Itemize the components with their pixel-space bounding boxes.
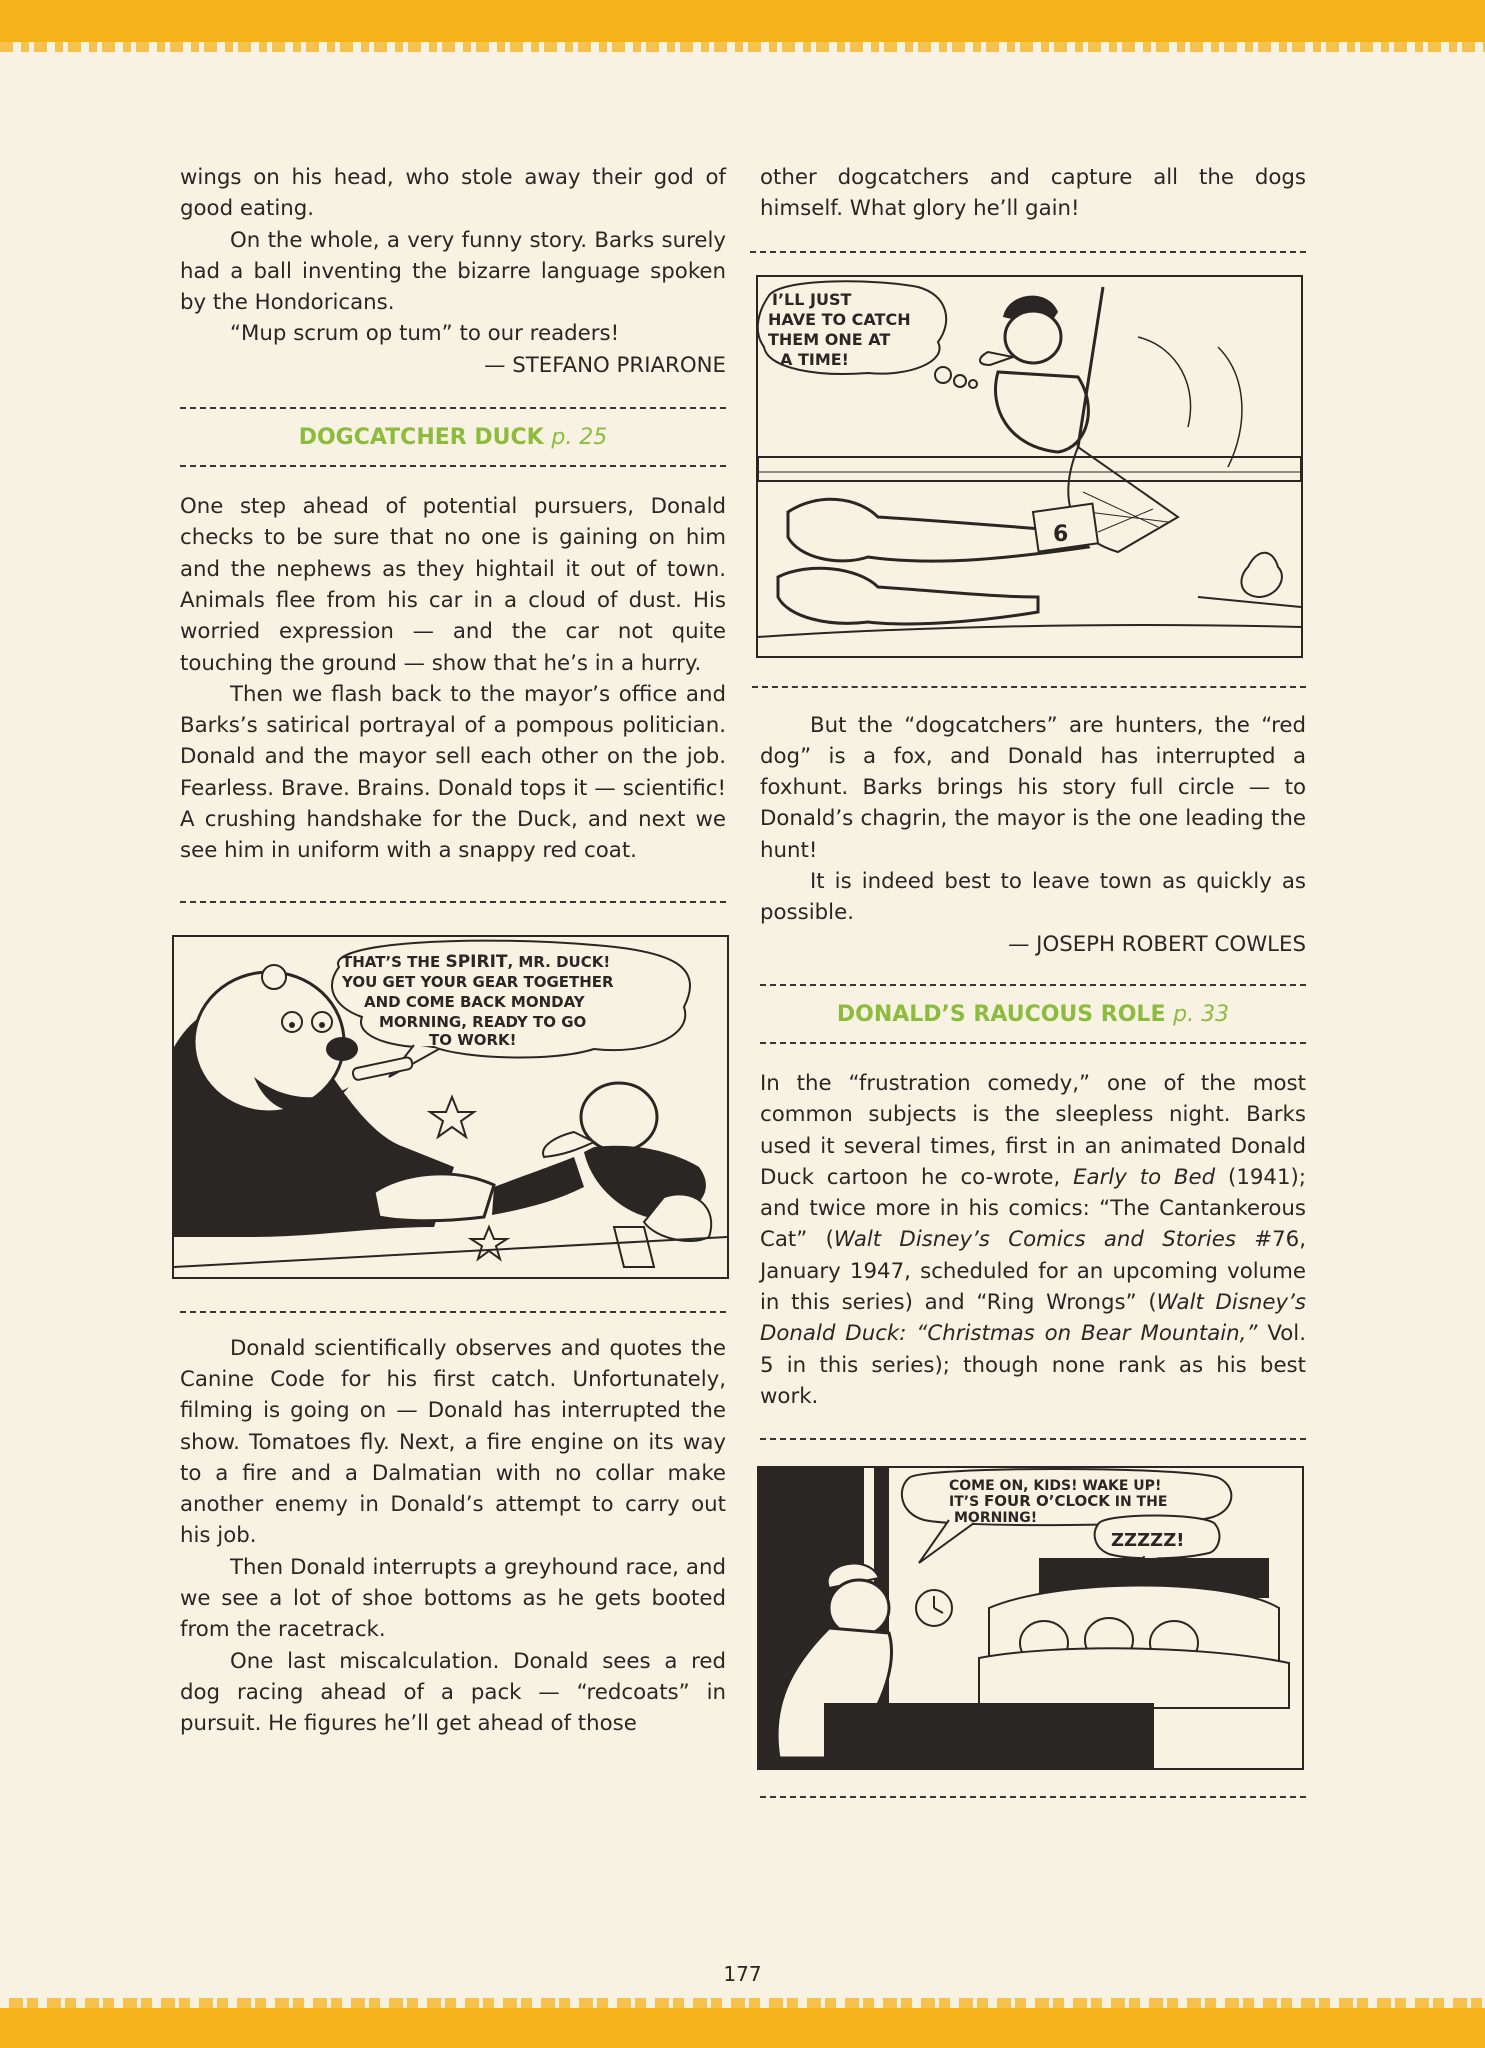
right-column: [760, 162, 1306, 1798]
signature-priarone: — STEFANO PRIARONE: [484, 352, 726, 378]
speech-line: AND COME BACK MONDAY: [364, 992, 585, 1011]
body-paragraph: It is indeed best to leave town as quickly as possible.: [760, 869, 1306, 926]
dashed-divider: [750, 251, 1306, 253]
intro-paragraph-3: “Mup scrum op tum” to our readers!: [230, 321, 620, 347]
thought-line: I’LL JUST: [772, 289, 852, 309]
body-paragraph: One step ahead of potential pursuers, Donald checks to be sure that no one is gaining on him and the nephews as they hightail it out of town. Animals flee from his car in a cloud of dust. His worried expression — and the car not quite touching the ground — show that he’s in a hurry.: [180, 494, 726, 676]
section-heading-dogcatcher: [180, 423, 726, 453]
section-page-ref: p. 33: [1173, 1001, 1230, 1027]
section-page-ref: p. 25: [551, 425, 608, 451]
body-paragraph: Then we flash back to the mayor’s office and Barks’s satirical portrayal of a pompous politician. Donald and the mayor sell each other on the job. Fearless. Brave. Brains. Donald tops it — scientific! A crushing handshake for the Duck, and next we see him in uniform with a snappy red coat.: [180, 681, 726, 864]
dashed-divider: [180, 407, 726, 409]
bedroom-illustration: [759, 1468, 1302, 1768]
thought-line: A TIME!: [780, 349, 849, 369]
thought-line: THEM ONE AT: [768, 329, 891, 349]
speech-line: IT’S FOUR O’CLOCK IN THE: [949, 1492, 1168, 1511]
top-color-band: [0, 0, 1485, 42]
body-paragraph: But the “dogcatchers” are hunters, the “red dog” is a fox, and Donald has interrupted a foxhunt. Barks brings his story full circle — to Donald’s chagrin, the mayor is the one leading the hunt!: [760, 712, 1306, 863]
bottom-color-band: [0, 2008, 1485, 2048]
body-paragraph: One last miscalculation. Donald sees a red dog racing ahead of a pack — “redcoats” in pursuit. He figures he’ll get ahead of those: [180, 1648, 726, 1737]
speech-line: TO WORK!: [429, 1030, 517, 1049]
section-heading-raucous: [760, 1000, 1306, 1030]
page-number: 177: [723, 1962, 762, 1986]
speech-line: MORNING!: [954, 1510, 1038, 1527]
signature-cowles: — JOSEPH ROBERT COWLES: [1008, 931, 1306, 957]
body-paragraph-frustration: In the “frustration comedy,” one of the most common subjects is the sleepless night. Barks used it several times, first in an animated Donald Duck cartoon he co-wrote, Early to Bed (1941); and twice more in his comics: “The Cantankerous Cat” (Walt Disney’s Comics and Stories #76, January 1947, scheduled for an upcoming volume in this series) and “Ring Wrongs” (Walt Disney’s Donald Duck: “Christmas on Bear Mountain,” Vol. 5 in this series); though none rank as his best work.: [760, 1070, 1307, 1409]
left-column: [180, 162, 726, 1740]
intro-paragraph-1: wings on his head, who stole away their god of good eating.: [180, 165, 726, 222]
speech-line: MORNING, READY TO GO: [379, 1012, 587, 1031]
thought-line: HAVE TO CATCH: [768, 309, 911, 329]
comic-panel-bedroom: [757, 1466, 1304, 1770]
body-paragraph: Then Donald interrupts a greyhound race, and we see a lot of shoe bottoms as he gets booted from the racetrack.: [180, 1554, 726, 1643]
dashed-divider: [760, 984, 1306, 986]
snore-text: ZZZZZ!: [1111, 1530, 1185, 1552]
section-title: DOGCATCHER DUCK: [298, 425, 544, 451]
speech-line: COME ON, KIDS! WAKE UP!: [949, 1478, 1162, 1495]
section-title: DONALD’S RAUCOUS ROLE: [836, 1001, 1166, 1027]
mayor-handshake-illustration: [174, 937, 727, 1277]
body-paragraph: Donald scientifically observes and quotes the Canine Code for his first catch. Unfortunately, filming is going on — Donald has interrupted the show. Tomatoes fly. Next, a fire engine on its way to a fire and a Dalmatian with no collar make another enemy in Donald’s attempt to carry out his job.: [180, 1335, 726, 1549]
intro-paragraph-2: On the whole, a very funny story. Barks surely had a ball inventing the bizarre language spoken by the Hondoricans.: [180, 227, 726, 316]
dashed-divider: [760, 1438, 1306, 1440]
speech-line: YOU GET YOUR GEAR TOGETHER: [342, 972, 614, 991]
dog-number-sign: 6: [1053, 521, 1069, 547]
dashed-divider: [760, 1796, 1306, 1798]
dashed-divider: [180, 901, 726, 903]
donald-net-illustration: [758, 277, 1301, 656]
comic-panel-donald-net: [756, 275, 1303, 658]
speech-line: THAT’S THE SPIRIT, MR. DUCK!: [342, 951, 611, 972]
comic-panel-mayor-handshake: [172, 935, 729, 1279]
continued-paragraph: other dogcatchers and capture all the dogs himself. What glory he’ll gain!: [760, 165, 1306, 222]
